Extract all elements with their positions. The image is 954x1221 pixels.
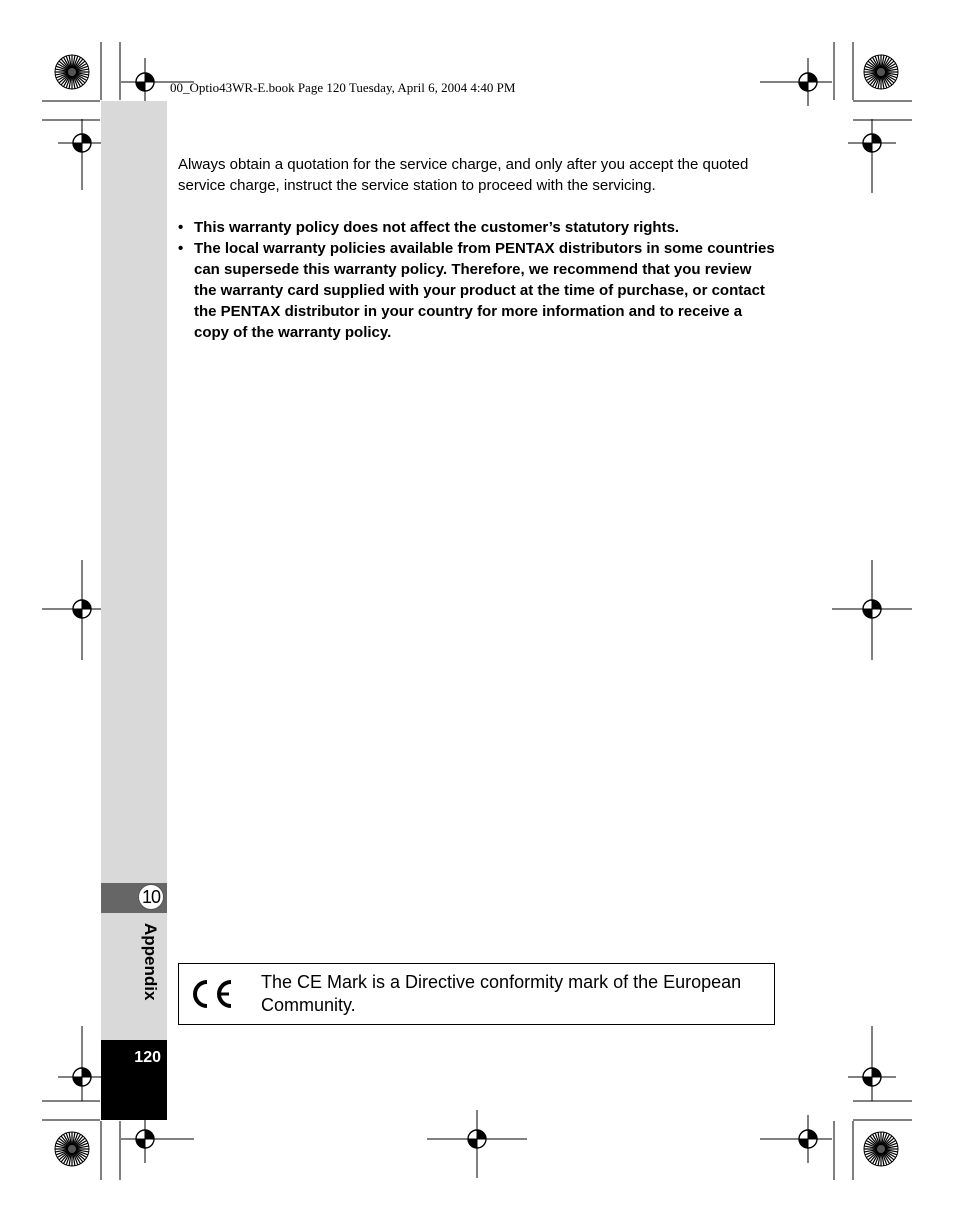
ce-notice-box [178,963,775,1025]
page-number: 120 [134,1049,161,1066]
ce-notice-text: The CE Mark is a Directive conformity mark of the European Community. [261,972,742,1015]
warranty-notes [178,217,778,343]
ce-mark-icon [189,978,235,1010]
chapter-name: Appendix [141,923,160,1001]
list-item: • This warranty policy does not affect the customer’s statutory rights. [178,217,778,238]
list-item: • The local warranty policies available from PENTAX distributors in some countries can supersede this warranty policy. Therefore, we recommend that you review the warranty card supplied with your product at the time of purchase, or contact the PENTAX distributor in your country for more information and to receive a copy of the warranty policy. [178,238,778,343]
chapter-number: 10 [138,884,164,910]
book-page-info: 00_Optio43WR-E.book Page 120 Tuesday, April 6, 2004 4:40 PM [170,80,516,95]
service-charge-paragraph: Always obtain a quotation for the service charge, and only after you accept the quoted service charge, instruct the service station to proceed with the servicing. [178,156,749,194]
